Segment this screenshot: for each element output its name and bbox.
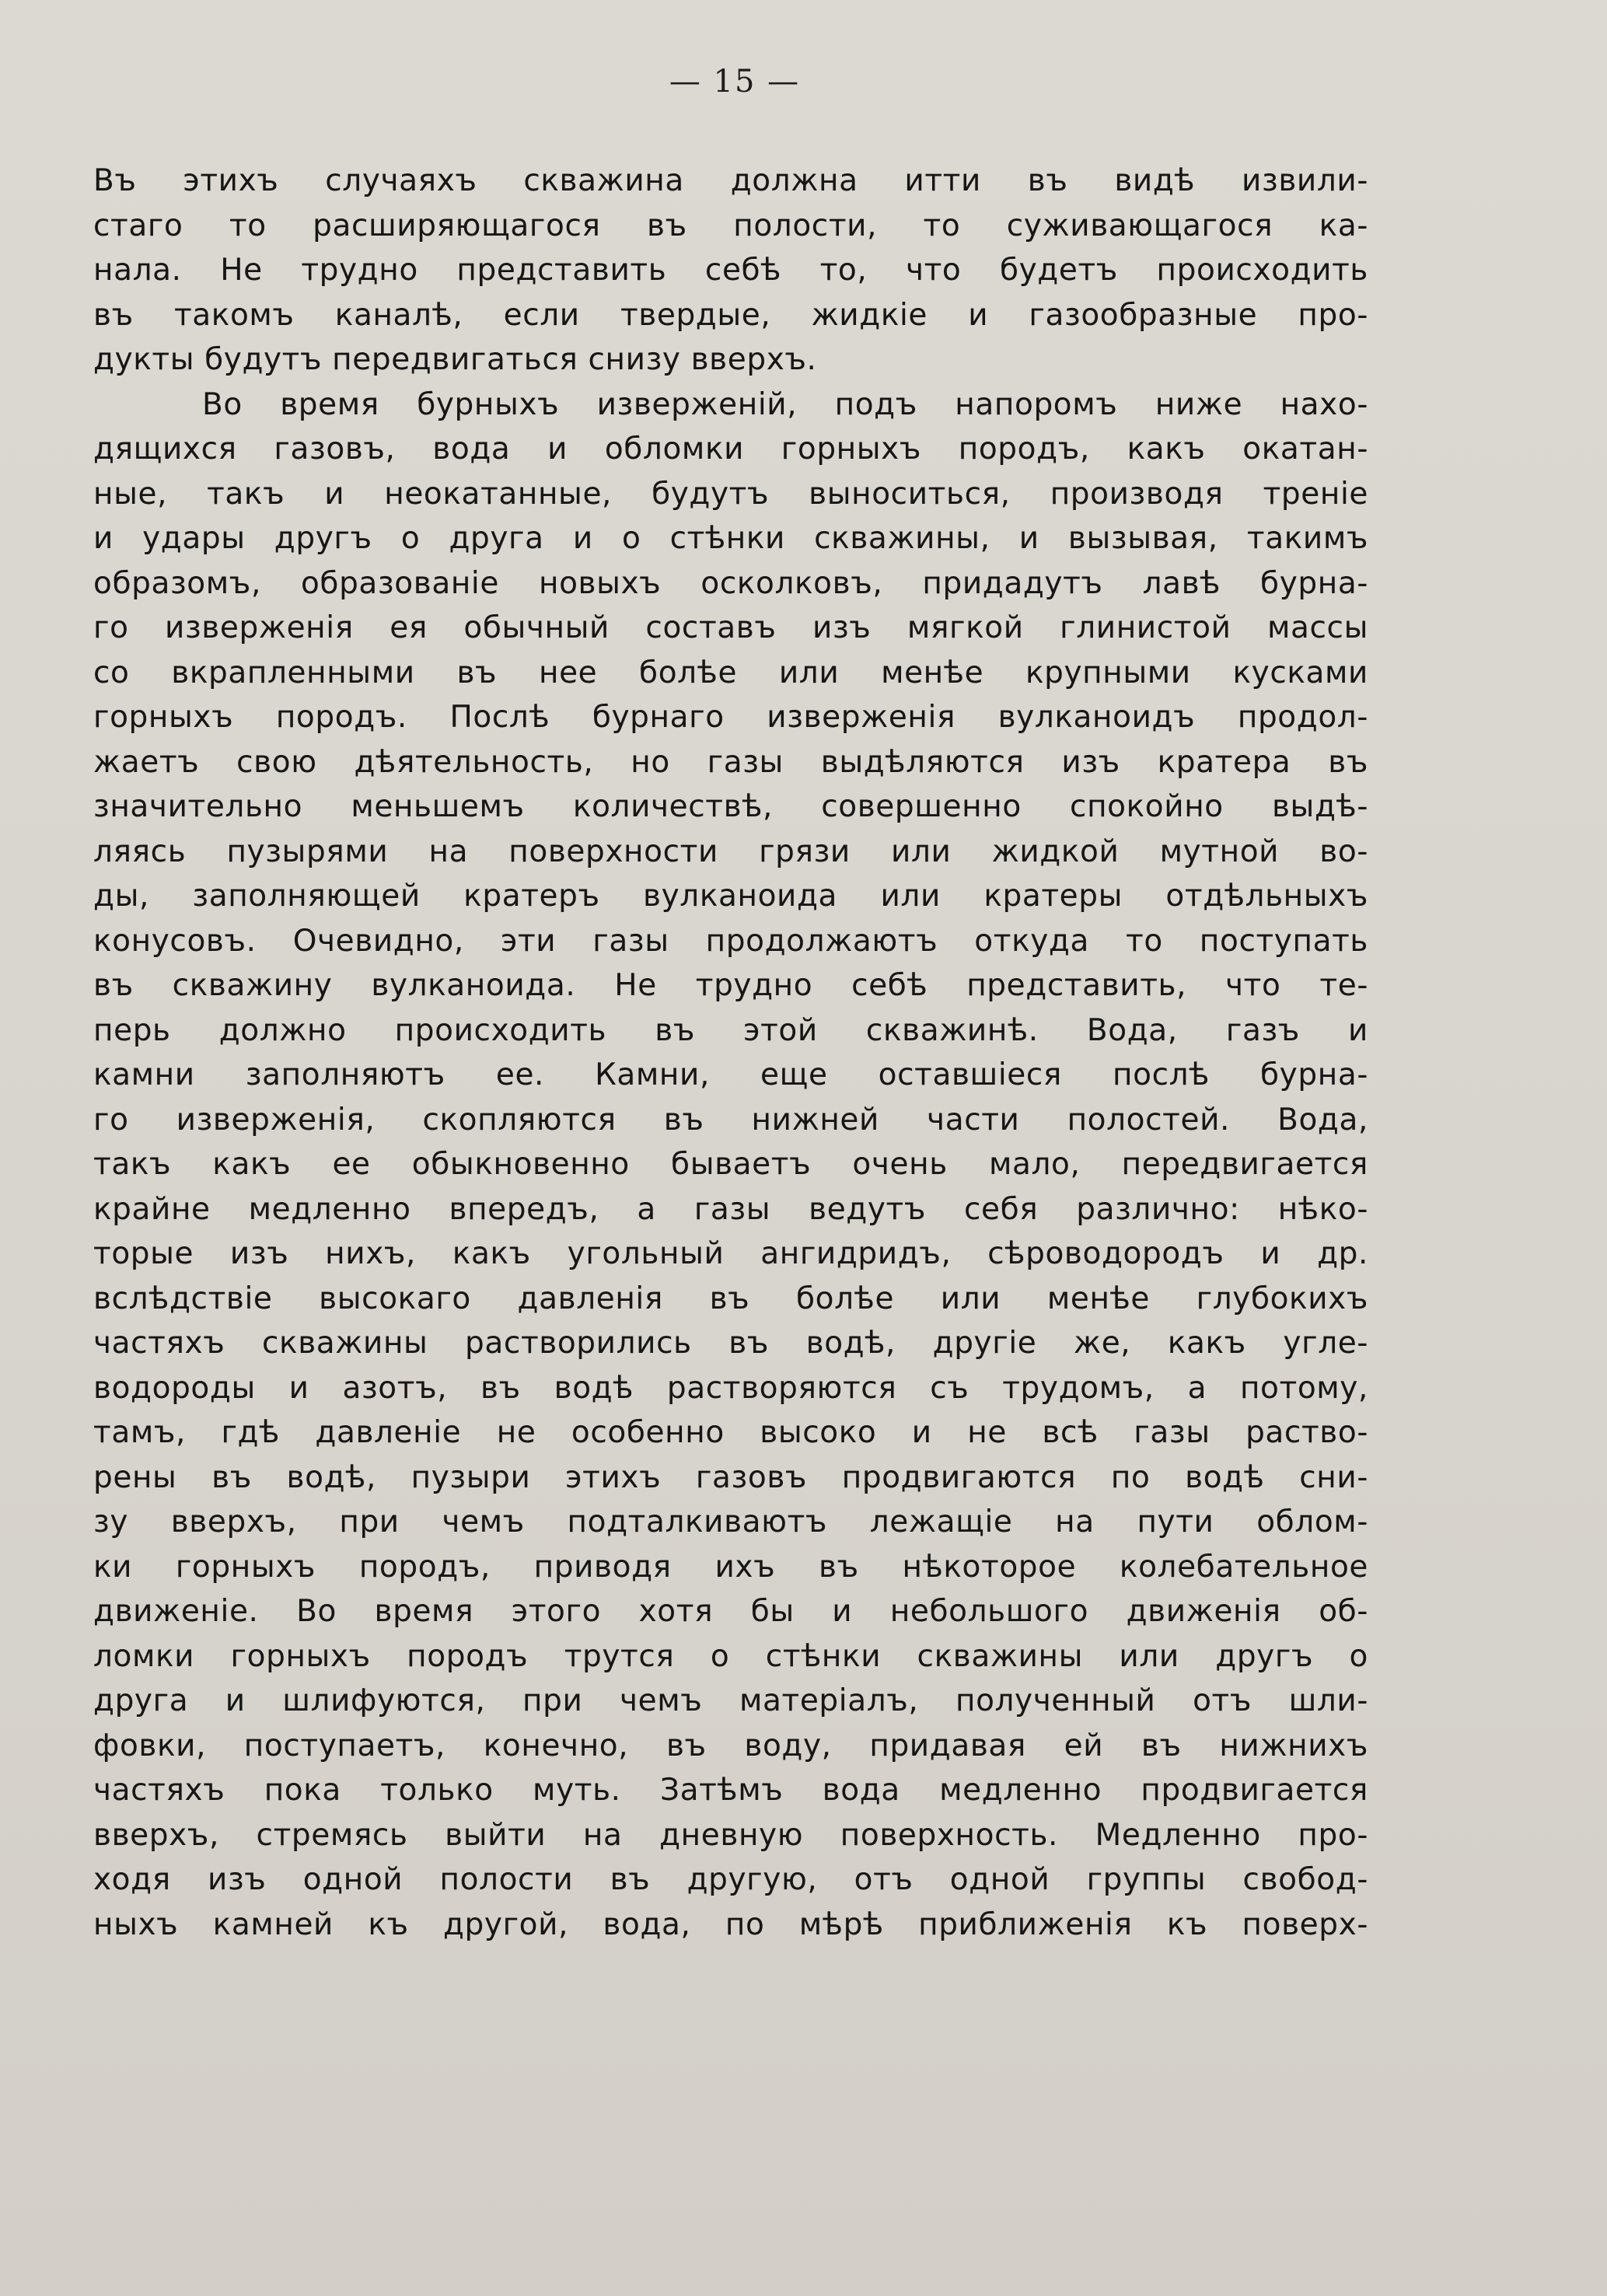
text-line: нала. Не трудно представить себѣ то, что будетъ происходить bbox=[93, 253, 1368, 288]
text-line: дящихся газовъ, вода и обломки горныхъ породъ, какъ окатан- bbox=[93, 432, 1368, 467]
text-line: частяхъ скважины растворились въ водѣ, другіе же, какъ угле- bbox=[93, 1326, 1368, 1361]
text-line: частяхъ пока только муть. Затѣмъ вода медленно продвигается bbox=[93, 1773, 1368, 1808]
text-line: крайне медленно впередъ, а газы ведутъ себя различно: нѣко- bbox=[93, 1191, 1368, 1227]
text-line: въ такомъ каналѣ, если твердые, жидкіе и газообразные про- bbox=[93, 297, 1368, 333]
text-line: ки горныхъ породъ, приводя ихъ въ нѣкоторое колебательное bbox=[93, 1549, 1368, 1585]
text-line: ломки горныхъ породъ трутся о стѣнки скважины или другъ о bbox=[93, 1638, 1368, 1674]
text-line: стаго то расширяющагося въ полости, то суживающагося ка- bbox=[93, 208, 1368, 243]
text-line: перь должно происходить въ этой скважинѣ. Вода, газъ и bbox=[93, 1012, 1368, 1048]
text-line: ды, заполняющей кратеръ вулканоида или кратеры отдѣльныхъ bbox=[93, 879, 1368, 914]
text-line: ляясь пузырями на поверхности грязи или жидкой мутной во- bbox=[93, 833, 1368, 869]
text-line: вверхъ, стремясь выйти на дневную поверхность. Медленно про- bbox=[93, 1817, 1368, 1853]
text-line: ные, такъ и неокатанные, будутъ выноситься, производя треніе bbox=[93, 476, 1368, 512]
text-line: со вкрапленными въ нее болѣе или менѣе крупными кусками bbox=[93, 655, 1368, 690]
text-line: жаетъ свою дѣятельность, но газы выдѣляются изъ кратера въ bbox=[93, 744, 1368, 780]
text-line: образомъ, образованіе новыхъ осколковъ, придадутъ лавѣ бурна- bbox=[93, 565, 1368, 601]
text-line: го изверженія ея обычный составъ изъ мягкой глинистой массы bbox=[93, 610, 1368, 645]
text-line: конусовъ. Очевидно, эти газы продолжаютъ откуда то поступать bbox=[93, 923, 1368, 959]
text-line: и удары другъ о друга и о стѣнки скважины, и вызывая, такимъ bbox=[93, 521, 1368, 556]
text-line: зу вверхъ, при чемъ подталкиваютъ лежащіе на пути облом- bbox=[93, 1504, 1368, 1539]
text-line: значительно меньшемъ количествѣ, совершенно спокойно выдѣ- bbox=[93, 789, 1368, 824]
text-line: торые изъ нихъ, какъ угольный ангидридъ, сѣроводородъ и др. bbox=[93, 1236, 1368, 1271]
text-line: го изверженія, скопляются въ нижней части полостей. Вода, bbox=[93, 1102, 1368, 1138]
text-line: рены въ водѣ, пузыри этихъ газовъ продвигаются по водѣ сни- bbox=[93, 1459, 1368, 1495]
text-line: дукты будутъ передвигаться снизу вверхъ. bbox=[93, 342, 817, 377]
text-line: движеніе. Во время этого хотя бы и небольшого движенія об- bbox=[93, 1594, 1368, 1629]
text-line: ходя изъ одной полости въ другую, отъ одной группы свобод- bbox=[93, 1862, 1368, 1897]
text-line: вслѣдствіе высокаго давленія въ болѣе или менѣе глубокихъ bbox=[93, 1281, 1368, 1316]
text-line: ныхъ камней къ другой, вода, по мѣрѣ приближенія къ поверх- bbox=[93, 1906, 1368, 1942]
page-number: — 15 — bbox=[669, 64, 801, 100]
text-line: горныхъ породъ. Послѣ бурнаго изверженія вулканоидъ продол- bbox=[93, 700, 1368, 735]
text-line: друга и шлифуются, при чемъ матеріалъ, полученный отъ шли- bbox=[93, 1683, 1368, 1718]
text-line: Въ этихъ случаяхъ скважина должна итти въ видѣ извили- bbox=[93, 163, 1368, 198]
text-line: въ скважину вулканоида. Не трудно себѣ представить, что те- bbox=[93, 968, 1368, 1003]
text-line: тамъ, гдѣ давленіе не особенно высоко и не всѣ газы раство- bbox=[93, 1415, 1368, 1450]
text-line: фовки, поступаетъ, конечно, въ воду, придавая ей въ нижнихъ bbox=[93, 1728, 1368, 1763]
text-line: водороды и азотъ, въ водѣ растворяются съ трудомъ, а потому, bbox=[93, 1370, 1368, 1406]
text-line: такъ какъ ее обыкновенно бываетъ очень мало, передвигается bbox=[93, 1147, 1368, 1182]
text-line: камни заполняютъ ее. Камни, еще оставшіеся послѣ бурна- bbox=[93, 1057, 1368, 1092]
text-line: Во время бурныхъ изверженій, подъ напоромъ ниже нахо- bbox=[202, 386, 1368, 422]
page-body-text bbox=[93, 159, 1368, 1947]
